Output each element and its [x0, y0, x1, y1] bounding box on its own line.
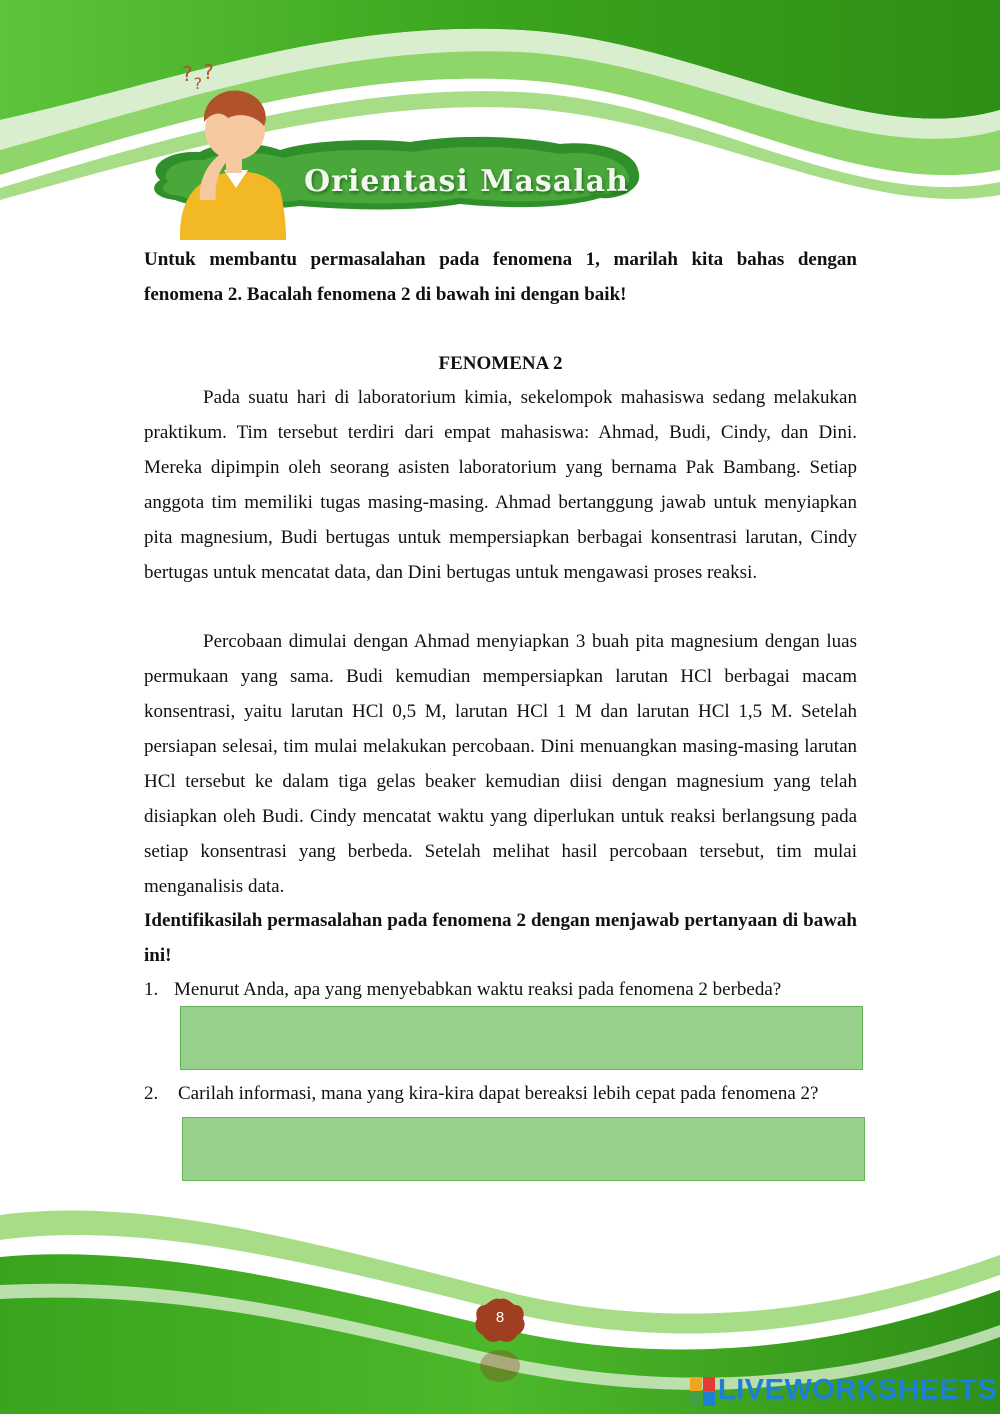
answer-box-2[interactable]	[182, 1117, 865, 1181]
intro-text: Untuk membantu permasalahan pada fenomena 1, marilah kita bahas dengan fenomena 2. Bacalah fenomena 2 di bawah ini dengan baik!	[144, 249, 857, 305]
question-text: Carilah informasi, mana yang kira-kira dapat bereaksi lebih cepat pada fenomena 2?	[178, 1083, 819, 1104]
question-text: Menurut Anda, apa yang menyebabkan waktu reaksi pada fenomena 2 berbeda?	[174, 979, 782, 1000]
banner-title: Orientasi Masalah	[304, 164, 629, 199]
question-number: 1.	[144, 979, 159, 1000]
phenomenon-title: FENOMENA 2	[438, 353, 563, 374]
question-mark-icon: ?	[182, 62, 194, 86]
question-marks	[182, 60, 215, 93]
question-mark-icon: ?	[193, 74, 204, 93]
phenomenon-paragraph-2: Percobaan dimulai dengan Ahmad menyiapkan 3 buah pita magnesium dengan luas permukaan yang sama. Budi kemudian mempersiapkan larutan HCl berbagai macam konsentrasi, yaitu larutan HCl 0,5 M, larutan HCl 1 M dan larutan HCl 1,5 M. Setelah persiapan selesai, tim mulai melakukan percobaan. Dini menuangkan masing-masing larutan HCl tersebut ke dalam tiga gelas beaker kemudian diisi dengan magnesium yang telah disiapkan oleh Budi. Cindy mencatat waktu yang diperlukan untuk reaksi berlangsung pada setiap konsentrasi yang berbeda. Setelah melihat hasil percobaan tersebut, tim mulai menganalisis data.	[144, 631, 857, 897]
liveworksheets-icon	[690, 1377, 716, 1407]
liveworksheets-brand-text: LIVEWORKSHEETS	[718, 1374, 998, 1406]
page-number: 8	[495, 1309, 505, 1326]
phenomenon-paragraph-1: Pada suatu hari di laboratorium kimia, sekelompok mahasiswa sedang melakukan praktikum. Tim tersebut terdiri dari empat mahasiswa: Ahmad, Budi, Cindy, dan Dini. Mereka dipimpin oleh seorang asisten laboratorium yang bernama Pak Bambang. Setiap anggota tim memiliki tugas masing-masing. Ahmad bertanggung jawab untuk menyiapkan pita magnesium, Budi bertugas untuk mempersiapkan berbagai konsentrasi larutan, Cindy bertugas untuk mencatat data, dan Dini bertugas untuk mengawasi proses reaksi.	[144, 387, 857, 583]
question-number: 2.	[144, 1083, 159, 1104]
instruction-text: Identifikasilah permasalahan pada fenomena 2 dengan menjawab pertanyaan di bawah ini!	[144, 910, 857, 966]
page-number-badge	[475, 1297, 525, 1343]
orientation-banner	[140, 60, 650, 240]
question-1	[144, 975, 781, 1005]
page-number-reflection	[478, 1348, 522, 1384]
question-2	[144, 1079, 818, 1109]
answer-box-1[interactable]	[180, 1006, 863, 1070]
question-mark-icon: ?	[203, 60, 215, 84]
